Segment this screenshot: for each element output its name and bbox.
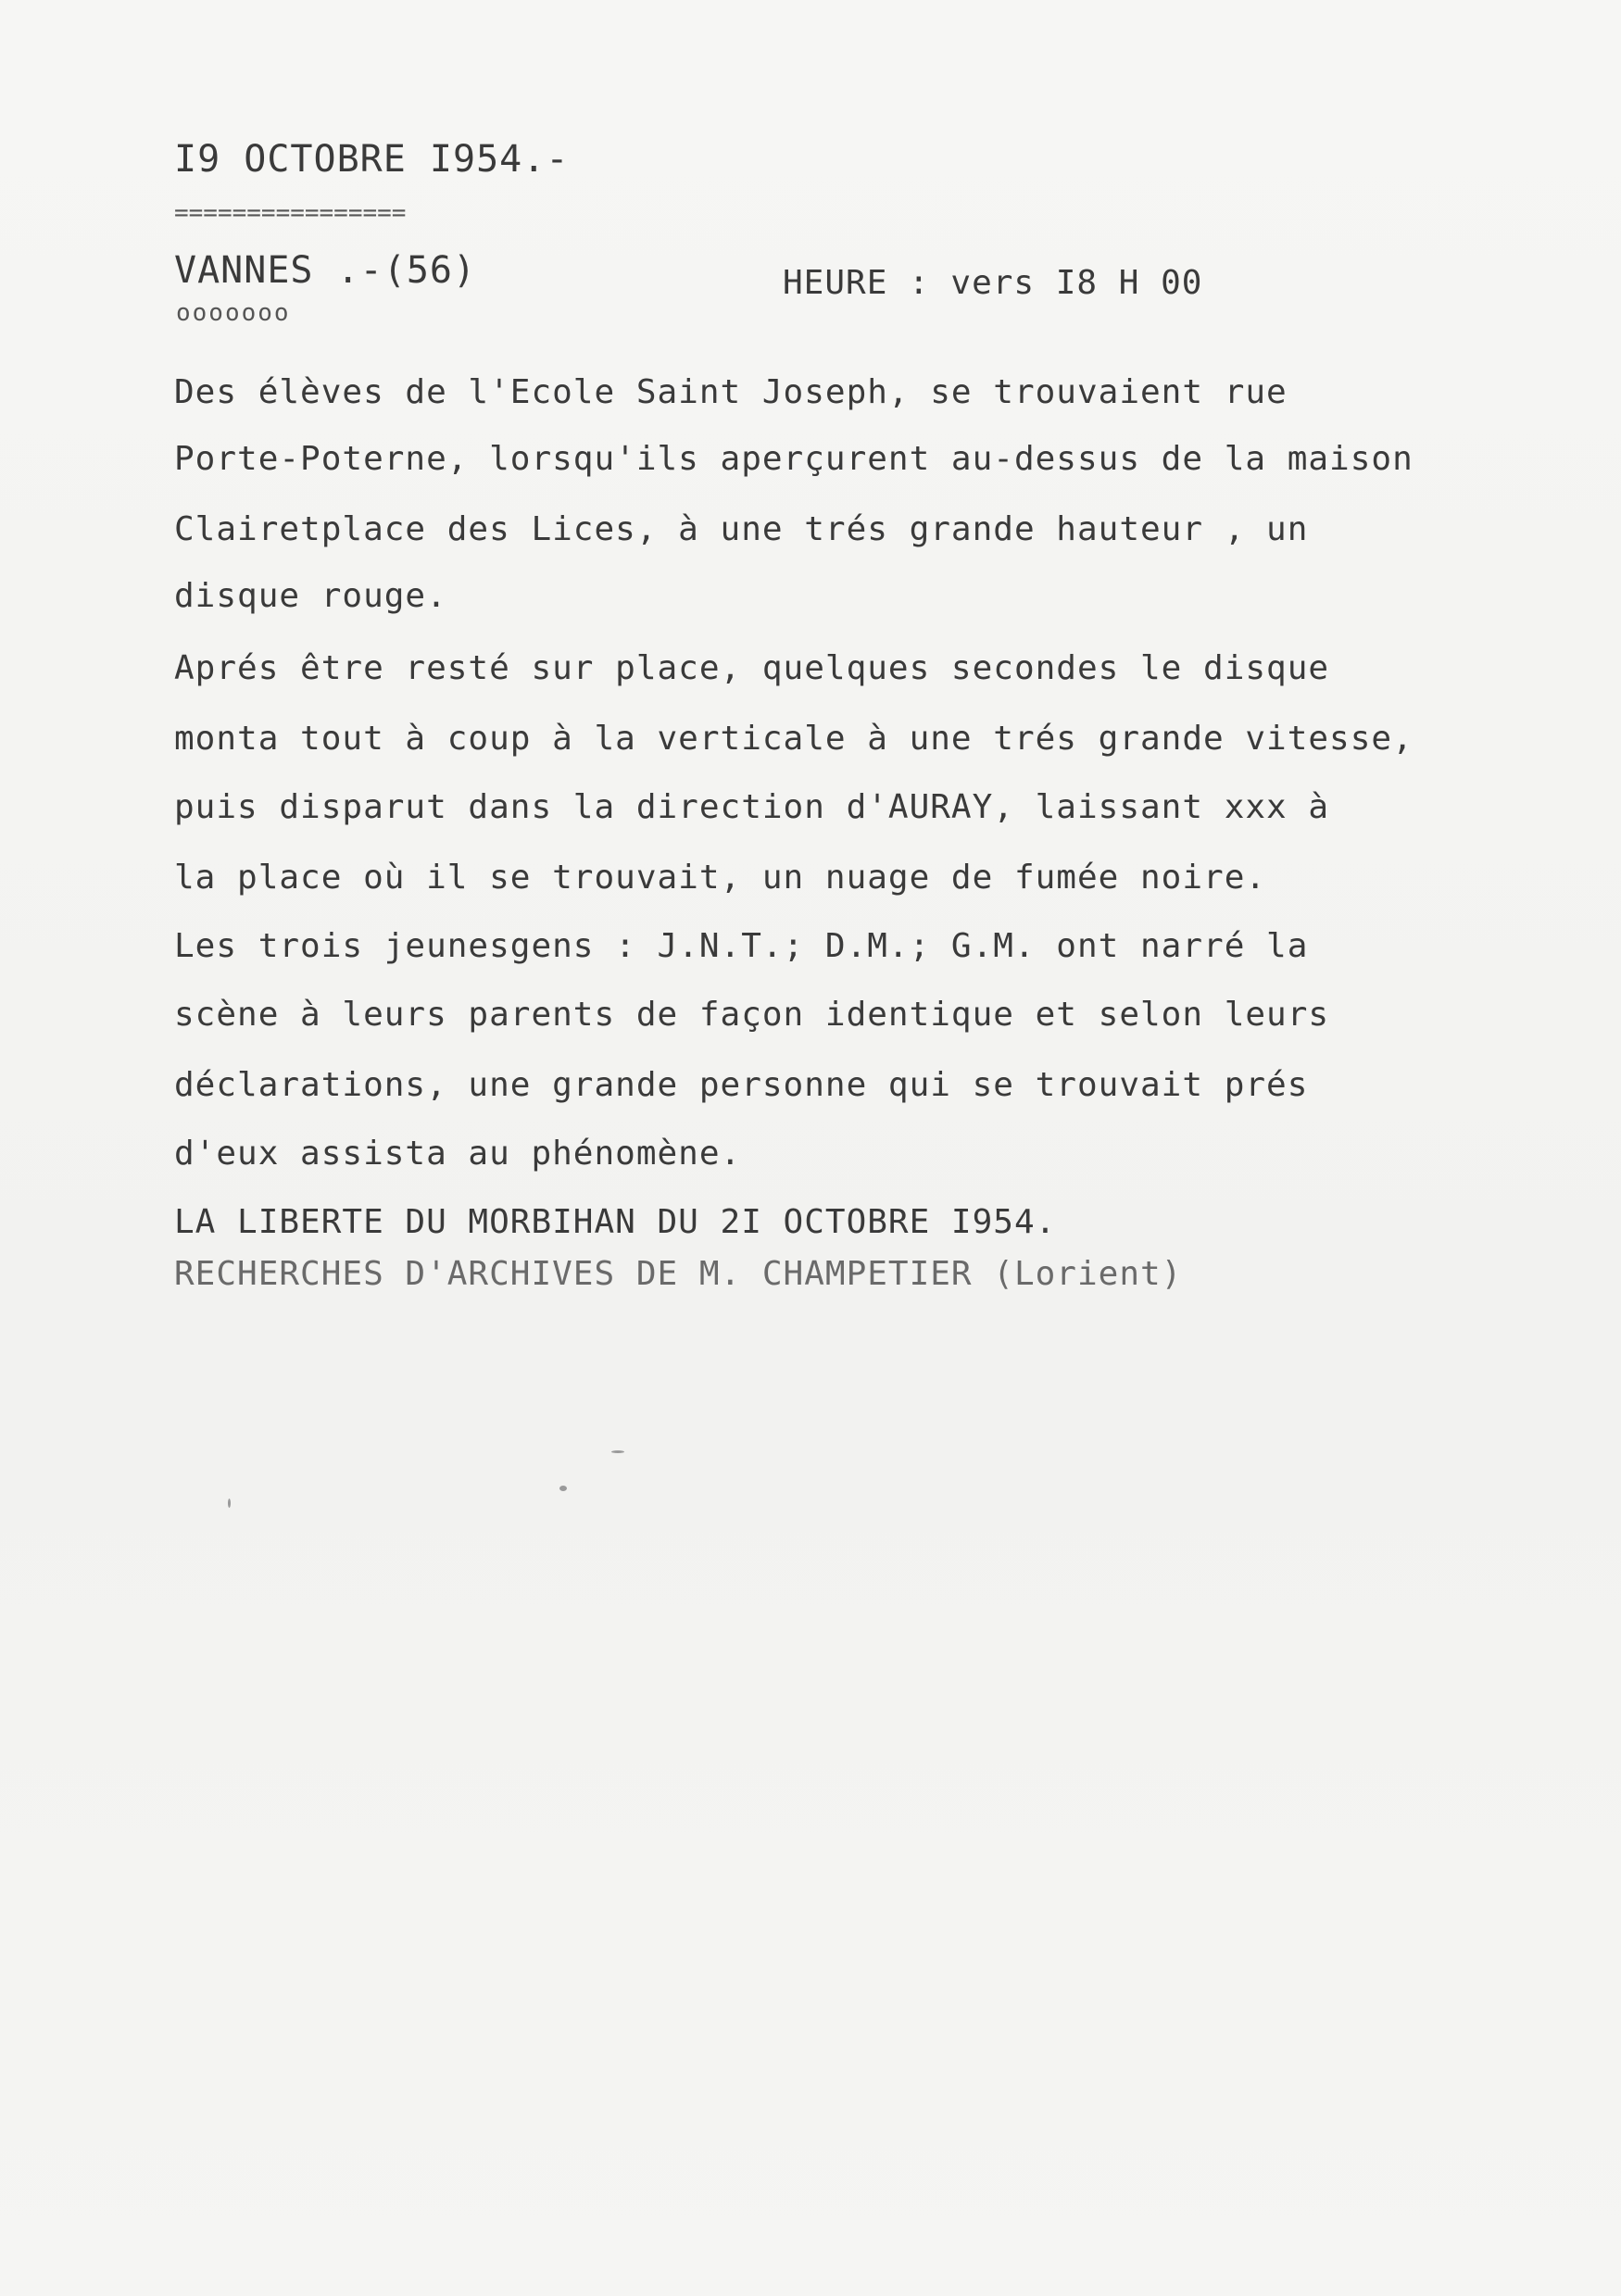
- paper-speck: [559, 1486, 567, 1491]
- body-line: disque rouge.: [174, 577, 447, 615]
- paper-speck: [228, 1499, 231, 1508]
- body-line: Les trois jeunesgens : J.N.T.; D.M.; G.M. ont narré la: [174, 927, 1309, 965]
- location-underline: ooooooo: [176, 299, 291, 327]
- body-line: monta tout à coup à la verticale à une trés grande vitesse,: [174, 720, 1414, 758]
- paper-speck: [611, 1450, 624, 1453]
- body-line: déclarations, une grande personne qui se trouvait prés: [174, 1066, 1309, 1104]
- body-line: la place où il se trouvait, un nuage de fumée noire.: [174, 859, 1267, 897]
- newspaper-source: LA LIBERTE DU MORBIHAN DU 2I OCTOBRE I954.: [174, 1203, 1057, 1241]
- body-line: d'eux assista au phénomène.: [174, 1135, 742, 1173]
- body-line: puis disparut dans la direction d'AURAY, laissant xxx à: [174, 788, 1330, 826]
- body-line: Clairetplace des Lices, à une trés grande hauteur , un: [174, 510, 1309, 548]
- archive-credit: RECHERCHES D'ARCHIVES DE M. CHAMPETIER (Lorient): [174, 1255, 1183, 1293]
- body-line: Des élèves de l'Ecole Saint Joseph, se trouvaient rue: [174, 373, 1288, 411]
- body-line: Aprés être resté sur place, quelques secondes le disque: [174, 649, 1330, 687]
- body-line: Porte-Poterne, lorsqu'ils aperçurent au-dessus de la maison: [174, 440, 1414, 478]
- time-label: HEURE : vers I8 H 00: [783, 264, 1203, 302]
- location-label: VANNES .-(56): [174, 249, 477, 292]
- body-line: scène à leurs parents de façon identique et selon leurs: [174, 996, 1330, 1034]
- document-date: I9 OCTOBRE I954.-: [174, 138, 570, 181]
- date-underline: ================: [174, 199, 407, 227]
